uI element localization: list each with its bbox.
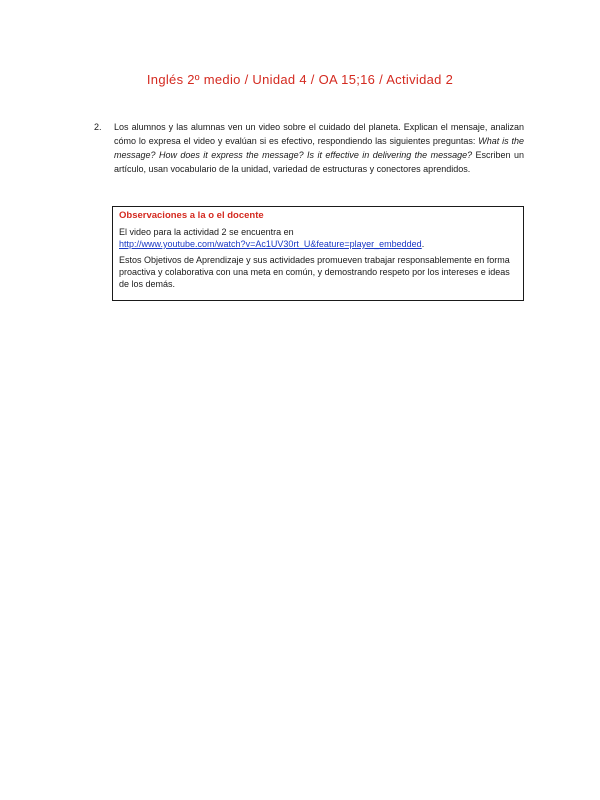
learning-goals-paragraph: Estos Objetivos de Aprendizaje y sus actividades promueven trabajar responsablemente en forma proactiva y colaborativa con una meta en común, y demostrando respeto por los intereses e ideas de los demás.	[119, 255, 510, 289]
activity-questions: What is the message? How does it express the message? Is it effective in delivering the message?	[114, 136, 524, 160]
activity-text-after: Escriben un artículo, usan vocabulario de la unidad, variedad de estructuras y conectores aprendidos.	[114, 150, 524, 174]
video-intro-text: El video para la actividad 2 se encuentra en	[119, 227, 294, 237]
video-link[interactable]: http://www.youtube.com/watch?v=Ac1UV30rt_U&feature=player_embedded	[119, 239, 422, 249]
page-title: Inglés 2º medio / Unidad 4 / OA 15;16 / Actividad 2	[146, 72, 454, 87]
video-info-paragraph	[119, 226, 517, 250]
activity-item	[94, 120, 524, 176]
activity-description	[114, 120, 524, 176]
activity-number: 2.	[94, 122, 102, 132]
teacher-observations-box	[112, 206, 524, 301]
video-link-period: .	[421, 239, 425, 249]
observations-title: Observaciones a la o el docente	[119, 210, 264, 221]
activity-text-before: Los alumnos y las alumnas ven un video sobre el cuidado del planeta. Explican el mensaje, analizan cómo lo expresa el video y evalúan si es efectivo, respondiendo las siguientes preguntas:	[114, 122, 524, 146]
